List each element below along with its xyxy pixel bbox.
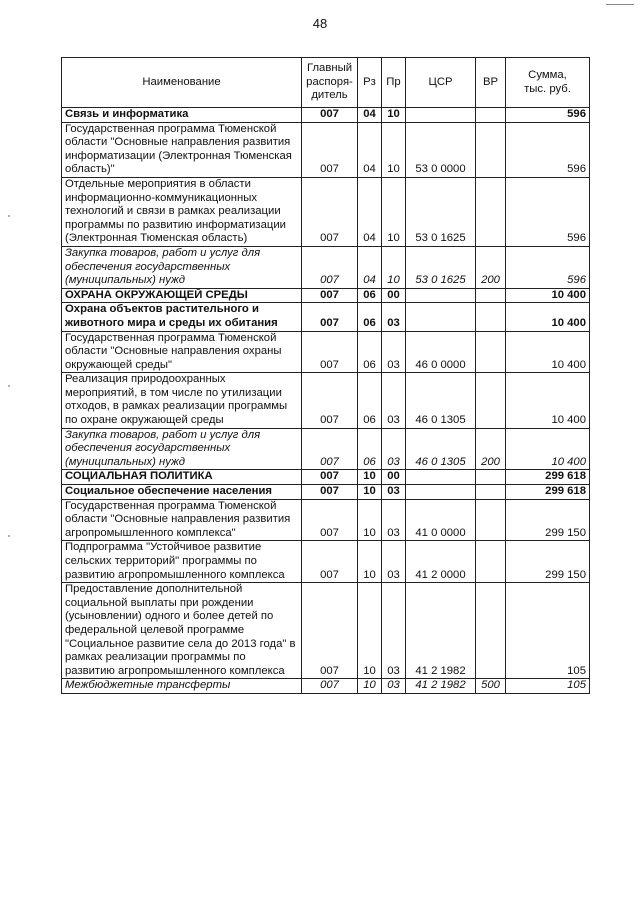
table-row (62, 499, 590, 541)
row-name: Закупка товаров, работ и услуг для обеспечения государственных (муниципальных) нужд (62, 428, 302, 470)
table-row (62, 679, 590, 694)
row-name: Предоставление дополнительной социальной выплаты при рождении (усыновлении) одного и более детей по федеральной целевой программе "Социальное развитие села до 2013 года" в рамках реализации программы по развитию агропромышленного комплекса (62, 583, 302, 679)
row-vr (476, 288, 506, 303)
row-pr: 10 (382, 177, 406, 246)
row-sum: 105 (506, 679, 590, 694)
row-name: Социальное обеспечение населения (62, 485, 302, 500)
row-name: Государственная программа Тюменской области "Основные направления охраны окружающей среды" (62, 331, 302, 373)
row-vr (476, 331, 506, 373)
row-rz: 04 (358, 246, 382, 288)
row-rz: 10 (358, 583, 382, 679)
row-csr: 41 2 1982 (406, 679, 476, 694)
header-sum: Сумма, тыс. руб. (506, 58, 590, 108)
row-csr: 53 0 1625 (406, 246, 476, 288)
row-rz: 04 (358, 108, 382, 123)
row-pr: 03 (382, 303, 406, 331)
table-row (62, 303, 590, 331)
row-sum: 299 618 (506, 470, 590, 485)
row-pr: 03 (382, 331, 406, 373)
row-csr: 46 0 1305 (406, 373, 476, 428)
table-row (62, 331, 590, 373)
table-row (62, 122, 590, 177)
row-name: Связь и информатика (62, 108, 302, 123)
row-pr: 03 (382, 373, 406, 428)
row-vr (476, 499, 506, 541)
table-row (62, 428, 590, 470)
row-pr: 03 (382, 428, 406, 470)
row-name: Межбюджетные трансферты (62, 679, 302, 694)
row-name: Подпрограмма "Устойчивое развитие сельских территорий" программы по развитию агропромышленного комплекса (62, 541, 302, 583)
row-manager: 007 (302, 331, 358, 373)
table-row (62, 246, 590, 288)
table-row (62, 583, 590, 679)
row-pr: 03 (382, 485, 406, 500)
row-sum: 596 (506, 246, 590, 288)
row-vr (476, 485, 506, 500)
row-vr: 500 (476, 679, 506, 694)
table-row (62, 373, 590, 428)
row-manager: 007 (302, 583, 358, 679)
row-name: Закупка товаров, работ и услуг для обеспечения государственных (муниципальных) нужд (62, 246, 302, 288)
row-sum: 10 400 (506, 331, 590, 373)
row-name: Государственная программа Тюменской области "Основные направления развития информатизации (Электронная Тюменская область)" (62, 122, 302, 177)
row-name: Реализация природоохранных мероприятий, в том числе по утилизации отходов, в рамках реализации программы по охране окружающей среды (62, 373, 302, 428)
row-sum: 10 400 (506, 303, 590, 331)
row-vr: 200 (476, 246, 506, 288)
table-header-row (62, 58, 590, 108)
row-vr: 200 (476, 428, 506, 470)
row-csr: 46 0 1305 (406, 428, 476, 470)
row-csr (406, 108, 476, 123)
row-sum: 10 400 (506, 373, 590, 428)
row-csr: 53 0 0000 (406, 122, 476, 177)
row-sum: 299 150 (506, 541, 590, 583)
row-name: СОЦИАЛЬНАЯ ПОЛИТИКА (62, 470, 302, 485)
header-vr: ВР (476, 58, 506, 108)
row-rz: 06 (358, 288, 382, 303)
row-name: ОХРАНА ОКРУЖАЮЩЕЙ СРЕДЫ (62, 288, 302, 303)
row-rz: 06 (358, 303, 382, 331)
row-csr: 41 2 1982 (406, 583, 476, 679)
header-rz: Рз (358, 58, 382, 108)
row-manager: 007 (302, 246, 358, 288)
row-manager: 007 (302, 541, 358, 583)
row-manager: 007 (302, 499, 358, 541)
row-vr (476, 583, 506, 679)
row-sum: 596 (506, 122, 590, 177)
row-csr (406, 288, 476, 303)
row-name: Охрана объектов растительного и животного мира и среды их обитания (62, 303, 302, 331)
header-name: Наименование (62, 58, 302, 108)
header-csr: ЦСР (406, 58, 476, 108)
row-rz: 06 (358, 331, 382, 373)
row-rz: 06 (358, 428, 382, 470)
row-rz: 10 (358, 485, 382, 500)
row-pr: 00 (382, 288, 406, 303)
table-row (62, 485, 590, 500)
row-csr (406, 303, 476, 331)
row-sum: 596 (506, 108, 590, 123)
row-vr (476, 470, 506, 485)
row-vr (476, 303, 506, 331)
row-pr: 00 (382, 470, 406, 485)
row-sum: 10 400 (506, 428, 590, 470)
row-sum: 105 (506, 583, 590, 679)
row-pr: 10 (382, 246, 406, 288)
row-manager: 007 (302, 373, 358, 428)
row-pr: 03 (382, 499, 406, 541)
row-manager: 007 (302, 288, 358, 303)
row-rz: 10 (358, 499, 382, 541)
table-row (62, 177, 590, 246)
row-rz: 10 (358, 470, 382, 485)
row-vr (476, 108, 506, 123)
row-pr: 10 (382, 108, 406, 123)
corner-rule (606, 4, 634, 5)
table-row (62, 288, 590, 303)
margin-dots (8, 215, 11, 545)
row-vr (476, 541, 506, 583)
table-row (62, 470, 590, 485)
row-sum: 596 (506, 177, 590, 246)
row-manager: 007 (302, 679, 358, 694)
page-number: 48 (312, 16, 328, 31)
row-sum: 10 400 (506, 288, 590, 303)
table-row (62, 541, 590, 583)
row-csr (406, 470, 476, 485)
row-sum: 299 150 (506, 499, 590, 541)
row-manager: 007 (302, 428, 358, 470)
row-vr (476, 177, 506, 246)
row-manager: 007 (302, 108, 358, 123)
row-pr: 10 (382, 122, 406, 177)
table-row (62, 108, 590, 123)
row-rz: 04 (358, 177, 382, 246)
row-csr: 41 2 0000 (406, 541, 476, 583)
row-name: Отдельные мероприятия в области информационно-коммуникационных технологий и связи в рамках реализации программы по развитию информатизации (Электронная Тюменская область) (62, 177, 302, 246)
row-rz: 10 (358, 679, 382, 694)
row-csr (406, 485, 476, 500)
row-name: Государственная программа Тюменской области "Основные направления развития агропромышленного комплекса" (62, 499, 302, 541)
row-csr: 46 0 0000 (406, 331, 476, 373)
row-rz: 04 (358, 122, 382, 177)
row-manager: 007 (302, 122, 358, 177)
header-manager: Главный распоря- дитель (302, 58, 358, 108)
budget-table (61, 57, 590, 694)
row-manager: 007 (302, 485, 358, 500)
row-sum: 299 618 (506, 485, 590, 500)
row-vr (476, 373, 506, 428)
row-manager: 007 (302, 177, 358, 246)
row-csr: 41 0 0000 (406, 499, 476, 541)
row-manager: 007 (302, 303, 358, 331)
row-rz: 10 (358, 541, 382, 583)
row-pr: 03 (382, 679, 406, 694)
header-pr: Пр (382, 58, 406, 108)
row-pr: 03 (382, 541, 406, 583)
row-manager: 007 (302, 470, 358, 485)
row-vr (476, 122, 506, 177)
row-csr: 53 0 1625 (406, 177, 476, 246)
row-pr: 03 (382, 583, 406, 679)
row-rz: 06 (358, 373, 382, 428)
